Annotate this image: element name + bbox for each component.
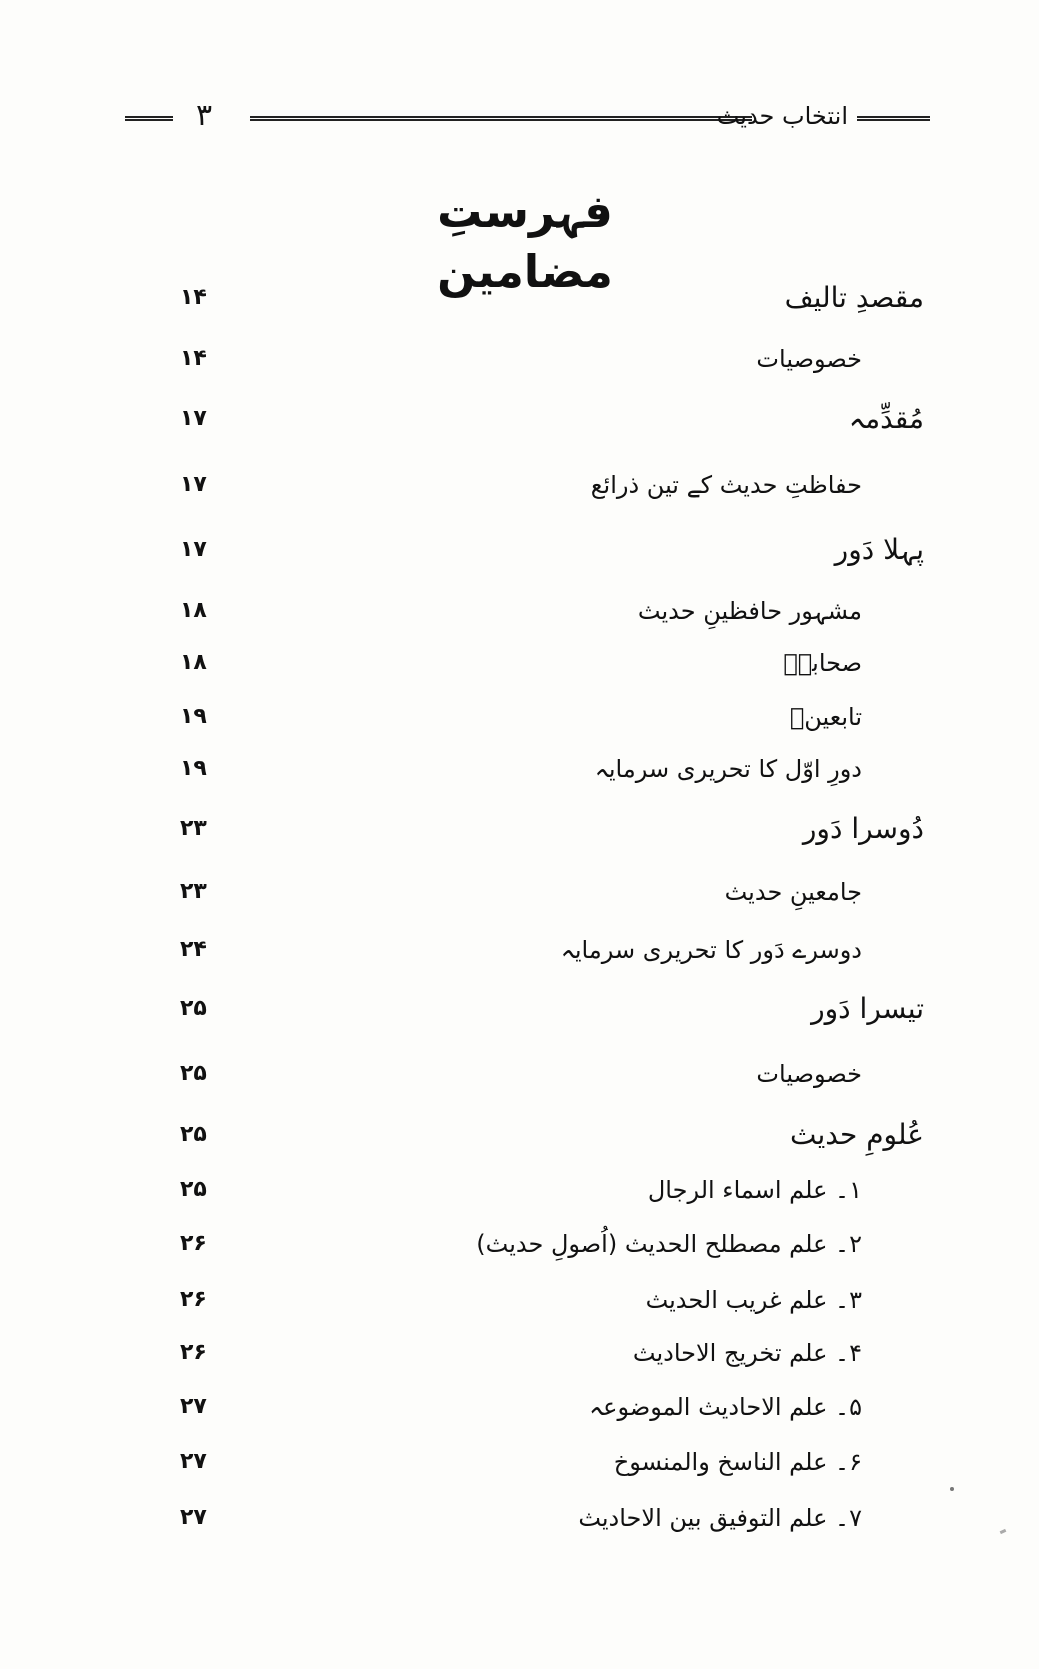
- toc-entry-title: ۳۔ علم غریب الحدیث: [645, 1286, 862, 1314]
- toc-page-number: ۱۷: [180, 472, 207, 497]
- contents-title: فہرستِ مضامین: [437, 185, 613, 298]
- running-book-title: انتخاب حدیث: [716, 102, 848, 130]
- toc-page-number: ۲۵: [180, 1061, 207, 1086]
- toc-page-number: ۲۷: [180, 1505, 207, 1530]
- toc-entry: [180, 642, 940, 684]
- toc-page-number: ۲۶: [180, 1340, 207, 1365]
- scan-speck: [950, 1487, 954, 1491]
- toc-entry-title: ۴۔ علم تخریج الاحادیث: [632, 1339, 862, 1367]
- toc-entry: [180, 1386, 940, 1428]
- toc-entry: [180, 988, 940, 1030]
- toc-entry-title: تیسرا دَور: [811, 992, 924, 1025]
- toc-entry: [180, 696, 940, 738]
- toc-page-number: ۱۹: [180, 756, 207, 781]
- toc-entry: [180, 1441, 940, 1483]
- toc-entry: [180, 1053, 940, 1095]
- toc-entry-title: مُقدِّمہ: [848, 402, 924, 435]
- toc-entry-title: دورِ اوّل کا تحریری سرمایہ: [594, 755, 862, 783]
- toc-entry: [180, 871, 940, 913]
- toc-entry-title: ۵۔ علم الاحادیث الموضوعہ: [589, 1393, 862, 1421]
- toc-page-number: ۲۴: [180, 937, 207, 962]
- toc-entry-title: مقصدِ تالیف: [784, 281, 924, 314]
- toc-page-number: ۱۸: [180, 650, 207, 675]
- toc-page-number: ۱۸: [180, 598, 207, 623]
- toc-entry: [180, 1497, 940, 1539]
- toc-entry: [180, 1223, 940, 1265]
- toc-entry-title: دُوسرا دَور: [802, 812, 924, 845]
- toc-entry: [180, 1279, 940, 1321]
- toc-entry-title: حفاظتِ حدیث کے تین ذرائع: [590, 471, 862, 499]
- toc-page-number: ۱۷: [180, 406, 207, 431]
- toc-entry-title: خصوصیات: [756, 1060, 862, 1088]
- toc-entry: [180, 464, 940, 506]
- toc-entry: [180, 1169, 940, 1211]
- toc-entry: [180, 808, 940, 850]
- toc-page-number: ۲۳: [180, 879, 207, 904]
- toc-entry: [180, 590, 940, 632]
- toc-entry-title: ۶۔ علم الناسخ والمنسوخ: [613, 1448, 862, 1476]
- toc-page-number: ۲۶: [180, 1287, 207, 1312]
- toc-entry: [180, 277, 940, 319]
- toc-page-number: ۲۵: [180, 1122, 207, 1147]
- toc-entry-title: ۷۔ علم التوفیق بین الاحادیث: [578, 1504, 862, 1532]
- toc-entry: [180, 1114, 940, 1156]
- toc-entry: [180, 529, 940, 571]
- toc-entry-title: صحابہؓ: [783, 649, 862, 677]
- toc-page-number: ۱۷: [180, 537, 207, 562]
- toc-entry-title: دوسرے دَور کا تحریری سرمایہ: [560, 936, 862, 964]
- toc-entry: [180, 338, 940, 380]
- toc-entry-title: تابعینؒ: [789, 703, 862, 731]
- toc-entry-title: جامعینِ حدیث: [724, 878, 862, 906]
- toc-page-number: ۱۴: [180, 285, 207, 310]
- toc-entry: [180, 929, 940, 971]
- toc-page-number: ۲۶: [180, 1231, 207, 1256]
- toc-entry-title: پہلا دَور: [834, 533, 924, 566]
- toc-entry: [180, 1332, 940, 1374]
- toc-entry-title: مشہور حافظینِ حدیث: [637, 597, 862, 625]
- toc-page-number: ۲۵: [180, 996, 207, 1021]
- toc-page-number: ۲۷: [180, 1394, 207, 1419]
- toc-entry-title: خصوصیات: [756, 345, 862, 373]
- toc-page-number: ۲۵: [180, 1177, 207, 1202]
- toc-entry: [180, 398, 940, 440]
- page-number: ۳: [196, 98, 213, 133]
- toc-page-number: ۲۷: [180, 1449, 207, 1474]
- toc-entry: [180, 748, 940, 790]
- toc-page-number: ۲۳: [180, 816, 207, 841]
- toc-entry-title: ۱۔ علم اسماء الرجال: [647, 1176, 862, 1204]
- toc-page-number: ۱۴: [180, 346, 207, 371]
- toc-entry-title: عُلومِ حدیث: [790, 1118, 924, 1151]
- toc-entry-title: ۲۔ علم مصطلح الحدیث (اُصولِ حدیث): [476, 1230, 862, 1258]
- toc-page-number: ۱۹: [180, 704, 207, 729]
